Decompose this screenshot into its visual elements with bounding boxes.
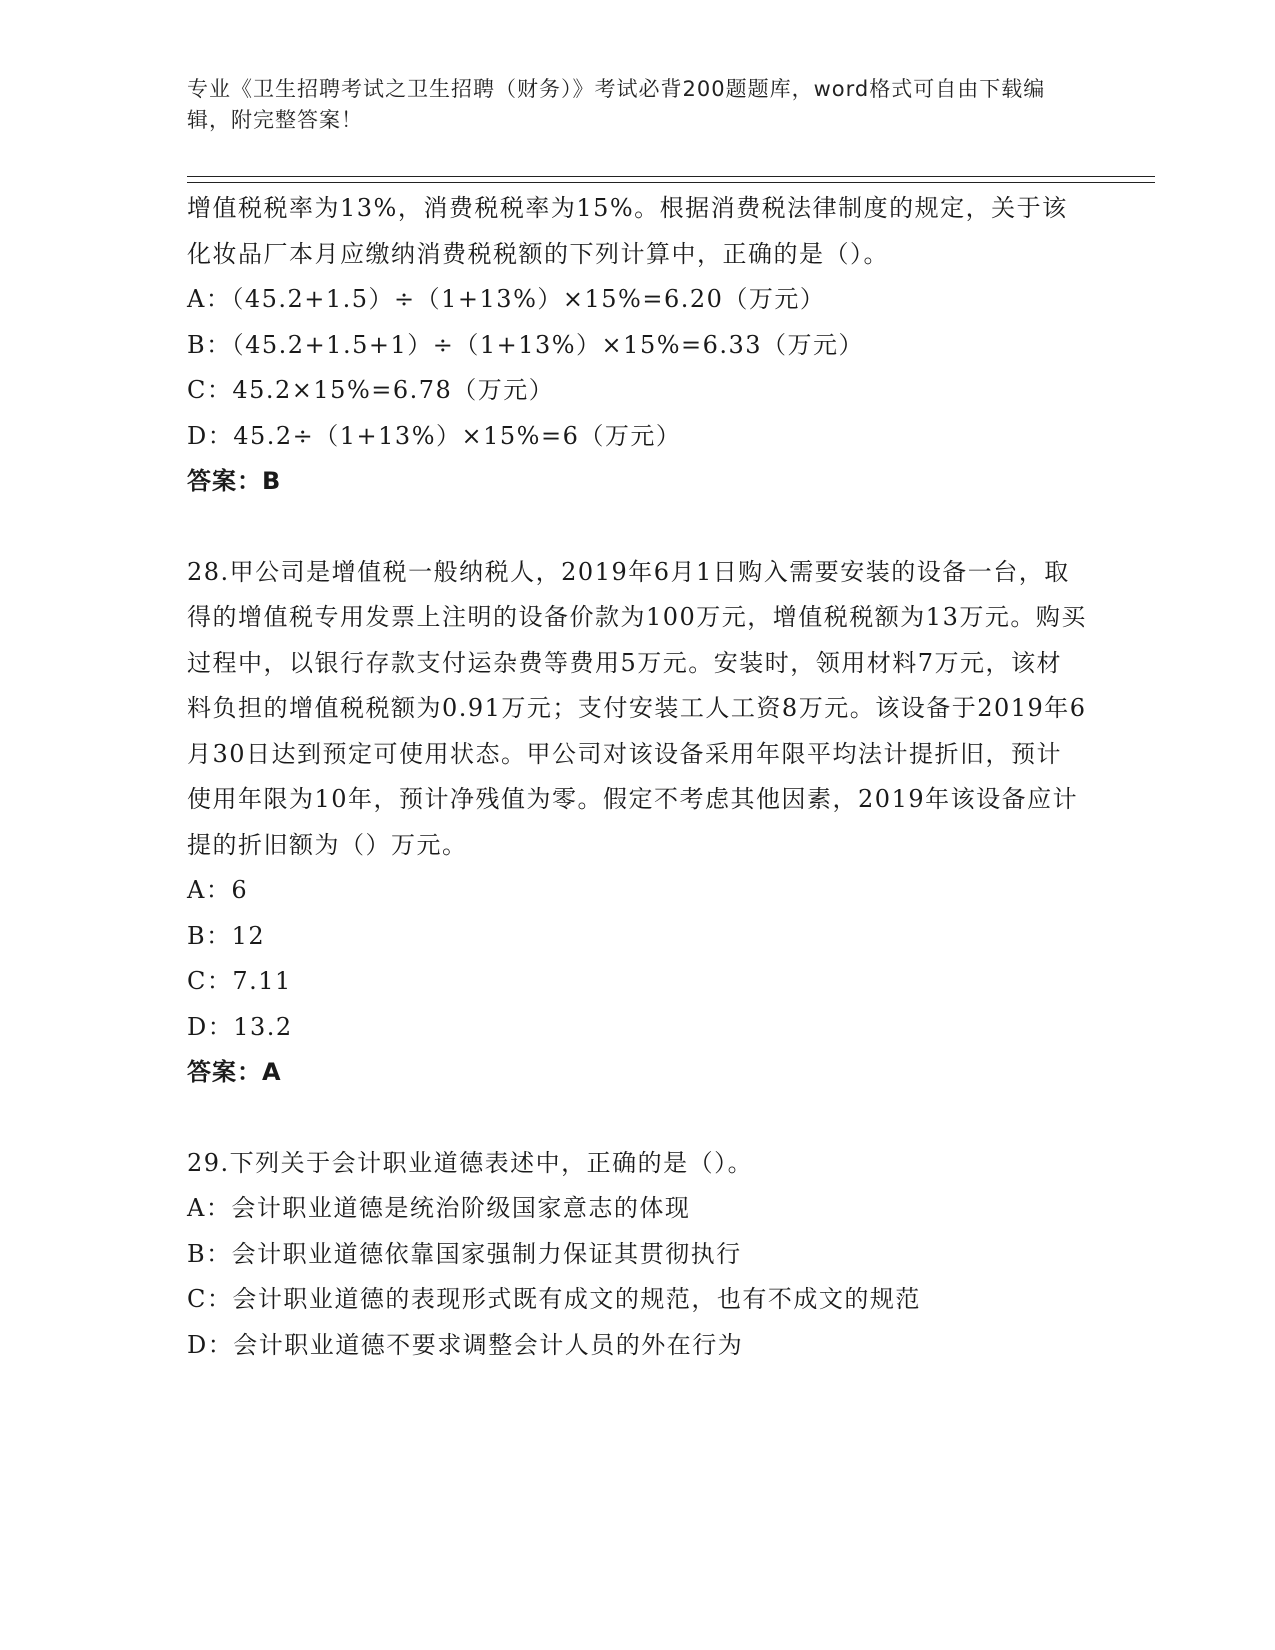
question-27-option-c: C：45.2×15%=6.78（万元）	[187, 376, 555, 404]
question-28-option-c: C：7.11	[187, 967, 292, 995]
question-29-text: 29.下列关于会计职业道德表述中，正确的是（）。	[187, 1148, 754, 1177]
question-28-text: 28.甲公司是增值税一般纳税人，2019年6月1日购入需要安装的设备一台，取得的增值税专用发票上注明的设备价款为100万元，增值税税额为13万元。购买过程中，以银行存款支付运杂费等费用5万元。安装时，领用材料7万元，该材料负担的增值税税额为0.91万元；支付安装工人工资8万元。该设备于2019年6月30日达到预定可使用状态。甲公司对该设备采用年限平均法计提折旧，预计使用年限为10年，预计净残值为零。假定不考虑其他因素，2019年该设备应计提的折旧额为（）万元。	[187, 557, 1087, 859]
question-28-option-d: D：13.2	[187, 1012, 293, 1041]
question-29-block	[187, 1141, 1087, 1369]
question-29-option-a: A：会计职业道德是统治阶级国家意志的体现	[187, 1194, 691, 1222]
spacer	[187, 505, 1087, 550]
question-29-option-c: C：会计职业道德的表现形式既有成文的规范，也有不成文的规范	[187, 1285, 921, 1313]
question-29-option-d: D：会计职业道德不要求调整会计人员的外在行为	[187, 1330, 744, 1359]
header-rule-top	[187, 176, 1155, 177]
question-27-block	[187, 186, 1087, 505]
document-header: 专业《卫生招聘考试之卫生招聘（财务）》考试必背200题题库，word格式可自由下载编辑，附完整答案！	[187, 77, 1046, 132]
question-28-answer: 答案：A	[187, 1058, 282, 1086]
question-29-option-b: B：会计职业道德依靠国家强制力保证其贯彻执行	[187, 1239, 742, 1268]
question-28-option-a: A：6	[187, 876, 249, 904]
spacer	[187, 1096, 1087, 1141]
question-27-option-b: B：（45.2+1.5+1）÷（1+13%）×15%=6.33（万元）	[187, 330, 865, 359]
question-28-block	[187, 550, 1087, 1096]
question-27-text: 增值税税率为13%，消费税税率为15%。根据消费税法律制度的规定，关于该化妆品厂本月应缴纳消费税税额的下列计算中，正确的是（）。	[187, 194, 1068, 268]
question-28-option-b: B：12	[187, 921, 266, 950]
question-27-option-a: A：（45.2+1.5）÷（1+13%）×15%=6.20（万元）	[187, 285, 826, 313]
question-27-answer: 答案：B	[187, 467, 282, 495]
question-content	[187, 186, 1087, 1368]
question-27-option-d: D：45.2÷（1+13%）×15%=6（万元）	[187, 421, 682, 450]
header-rule-bottom	[187, 182, 1155, 183]
